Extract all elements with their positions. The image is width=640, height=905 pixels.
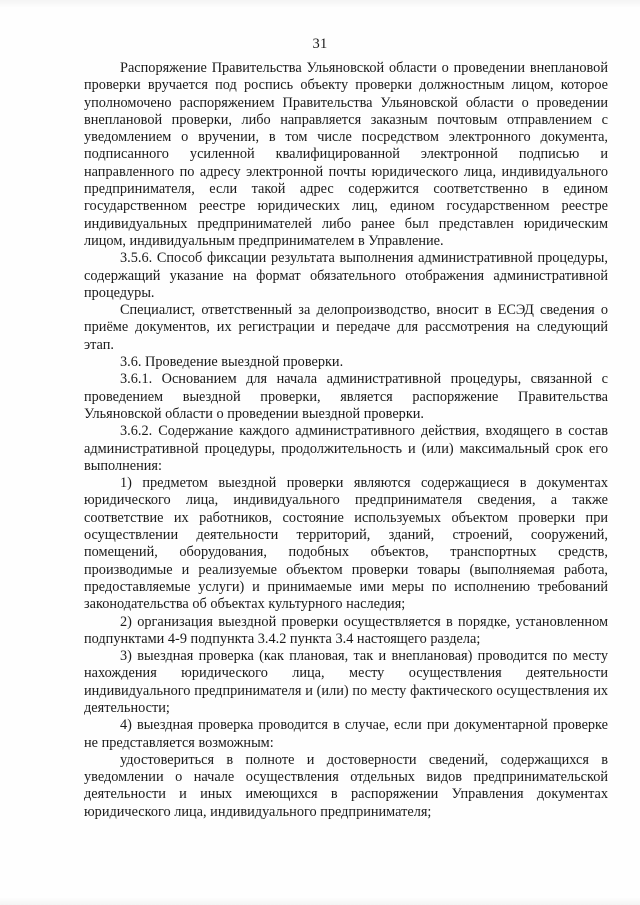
list-item-1: 1) предметом выездной проверки являются содержащиеся в документах юридического лица, индивидуального предпринимателя сведения, а также соответствие их работников, состояние используемых объектом проверки при осуществлении деятельности территорий, зданий, строений, сооружений, помещений, оборудования, подобных объектов, транспортных средств, производимые и реализуемые объектом проверки товары (выполняемая работа, предоставляемые услуги) и принимаемые ими меры по исполнению требований законодательства об объектах культурного наследия; bbox=[84, 475, 608, 613]
paragraph-3-5-6: 3.5.6. Способ фиксации результата выполнения административной процедуры, содержащий указание на формат обязательного отображения административной процедуры. bbox=[84, 250, 608, 301]
paragraph-specialist: Специалист, ответственный за делопроизводство, вносит в ЕСЭД сведения о приёме документов, их регистрации и передаче для рассмотрения на следующий этап. bbox=[84, 302, 608, 353]
paragraph-3-6-1: 3.6.1. Основанием для начала административной процедуры, связанной с проведением выездной проверки, является распоряжение Правительства Ульяновской области о проведении выездной проверки. bbox=[84, 371, 608, 422]
section-heading-3-6: 3.6. Проведение выездной проверки. bbox=[120, 354, 344, 371]
document-body bbox=[84, 60, 608, 821]
list-item-2: 2) организация выездной проверки осуществляется в порядке, установленном подпунктами 4-9 подпункта 3.4.2 пункта 3.4 настоящего раздела; bbox=[84, 613, 608, 647]
scan-shadow-bottom bbox=[0, 897, 640, 905]
scan-shadow-top bbox=[0, 0, 640, 8]
paragraph-order-delivery: Распоряжение Правительства Ульяновской области о проведении внеплановой проверки вручается под роспись объекту проверки должностным лицом, которое уполномочено распоряжением Правительства Ульяновской области о проведении внеплановой проверки, либо направляется заказным почтовым отправлением с уведомлением о вручении, в том числе посредством электронного документа, подписанного усиленной квалифицированной электронной подписью и направленного по адресу электронной почты юридического лица, индивидуального предпринимателя, если такой адрес содержится соответственно в едином государственном реестре юридических лиц, едином государственном реестре индивидуальных предпринимателей либо ранее был представлен юридическим лицом, индивидуальным предпринимателем в Управление. bbox=[84, 60, 608, 249]
paragraph-3-6-2: 3.6.2. Содержание каждого административного действия, входящего в состав административной процедуры, продолжительность и (или) максимальный срок его выполнения: bbox=[84, 423, 608, 474]
page-number: 31 bbox=[312, 36, 328, 52]
list-item-3: 3) выездная проверка (как плановая, так и внеплановая) проводится по месту нахождения юридического лица, месту осуществления деятельности индивидуального предпринимателя и (или) по месту фактического осуществления их деятельности; bbox=[84, 648, 608, 716]
list-item-4: 4) выездная проверка проводится в случае, если при документарной проверке не представляется возможным: bbox=[84, 717, 608, 751]
paragraph-verify: удостовериться в полноте и достоверности сведений, содержащихся в уведомлении о начале осуществления отдельных видов предпринимательской деятельности и иных имеющихся в распоряжении Управления документах юридического лица, индивидуального предпринимателя; bbox=[84, 751, 608, 820]
